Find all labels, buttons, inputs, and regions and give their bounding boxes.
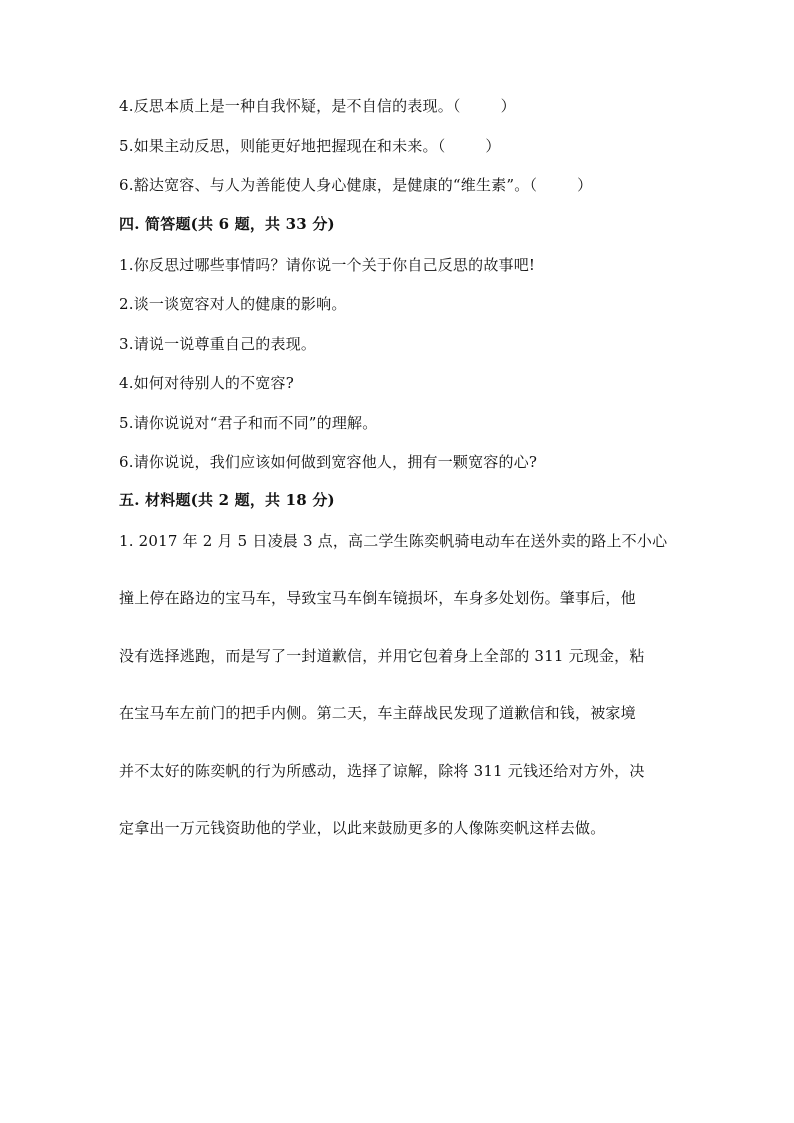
material-line-2: 撞上停在路边的宝马车，导致宝马车倒车镜损坏，车身多处划伤。肇事后，他 xyxy=(119,589,636,607)
material-line-3: 没有选择逃跑，而是写了一封道歉信，并用它包着身上全部的 311 元现金，粘 xyxy=(119,647,645,665)
short-answer-item-2: 2.谈一谈宽容对人的健康的影响。 xyxy=(119,295,347,313)
judgment-item-4-text: 4.反思本质上是一种自我怀疑，是不自信的表现。（ xyxy=(119,97,461,115)
material-line-5: 并不太好的陈奕帆的行为所感动，选择了谅解，除将 311 元钱还给对方外，决 xyxy=(119,762,645,780)
material-line-4: 在宝马车左前门的把手内侧。第二天，车主薛战民发现了道歉信和钱，被家境 xyxy=(119,704,636,722)
judgment-item-4-close-paren: ） xyxy=(500,97,516,115)
material-line-1: 1. 2017 年 2 月 5 日凌晨 3 点，高二学生陈奕帆骑电动车在送外卖的路上不小心 xyxy=(119,532,668,550)
judgment-item-4 xyxy=(119,96,516,116)
material-line-6: 定拿出一万元钱资助他的学业，以此来鼓励更多的人像陈奕帆这样去做。 xyxy=(119,819,606,837)
judgment-item-6 xyxy=(119,175,592,195)
judgment-item-5 xyxy=(119,136,501,156)
short-answer-item-4: 4.如何对待别人的不宽容? xyxy=(119,374,294,392)
judgment-item-6-close-paren: ） xyxy=(577,176,593,194)
judgment-item-6-text: 6.豁达宽容、与人为善能使人身心健康，是健康的“维生素”。（ xyxy=(119,176,538,194)
short-answer-item-6: 6.请你说说，我们应该如何做到宽容他人，拥有一颗宽容的心? xyxy=(119,453,538,471)
judgment-item-5-close-paren: ） xyxy=(485,137,501,155)
section-5-heading: 五. 材料题(共 2 题，共 18 分) xyxy=(119,491,335,509)
short-answer-item-3: 3.请说一说尊重自己的表现。 xyxy=(119,335,317,353)
section-4-heading: 四. 简答题(共 6 题，共 33 分) xyxy=(119,215,335,233)
short-answer-item-1: 1.你反思过哪些事情吗？请你说一个关于你自己反思的故事吧! xyxy=(119,256,536,274)
short-answer-item-5: 5.请你说说对“君子和而不同”的理解。 xyxy=(119,414,378,432)
judgment-item-5-text: 5.如果主动反思，则能更好地把握现在和未来。（ xyxy=(119,137,446,155)
